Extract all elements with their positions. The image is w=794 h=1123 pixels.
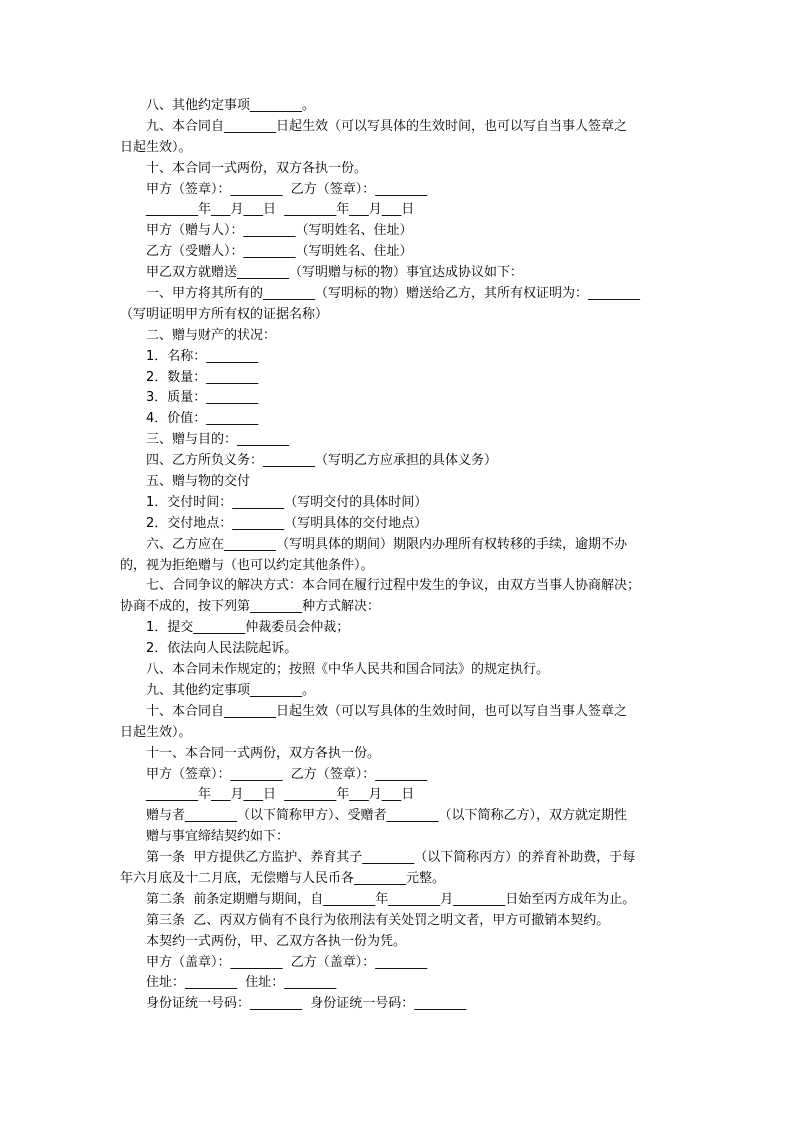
document-line: 甲方（签章）：________ 乙方（签章）：________ [146, 766, 428, 782]
document-line: 第二条 前条定期赠与期间，自________年________月________日始至丙方成年为止。 [146, 891, 636, 907]
document-line: 赠与者________（以下简称甲方）、受赠者________（以下简称乙方），双方就定期性 [146, 808, 628, 824]
document-line: ________年___月___日 ________年___月___日 [146, 202, 415, 218]
document-line: 三、赠与目的：________ [146, 432, 290, 448]
document-line: 1．名称：________ [146, 348, 259, 364]
document-line: 3．质量：________ [146, 390, 259, 406]
document-line: 2．数量：________ [146, 369, 259, 385]
document-line: 日起生效）。 [120, 139, 192, 155]
document-line: 1．提交________仲裁委员会仲裁； [146, 620, 350, 636]
document-line: 2．依法向人民法院起诉。 [146, 641, 298, 657]
document-line: 六、乙方应在________（写明具体的期间）期限内办理所有权转移的手续，逾期不办 [146, 536, 628, 552]
document-line: 十、本合同自________日起生效（可以写具体的生效时间，也可以写自当事人签章之 [146, 703, 628, 719]
document-line: 4．价值：________ [146, 411, 259, 427]
document-line: （写明证明甲方所有权的证据名称） [120, 306, 329, 322]
document-line: 本契约一式两份，甲、乙双方各执一份为凭。 [146, 933, 407, 949]
document-line: 2．交付地点：________（写明具体的交付地点） [146, 515, 428, 531]
document-line: ________年___月___日 ________年___月___日 [146, 787, 415, 803]
document-line: 九、本合同自________日起生效（可以写具体的生效时间，也可以写自当事人签章之 [146, 118, 628, 134]
document-line: 甲方（签章）：________ 乙方（签章）：________ [146, 181, 428, 197]
contract-document [120, 96, 680, 1015]
document-line: 1．交付时间：________（写明交付的具体时间） [146, 494, 428, 510]
document-line: 九、其他约定事项________。 [146, 682, 316, 698]
document-line: 四、乙方所负义务：________（写明乙方应承担的具体义务） [146, 453, 498, 469]
document-line: 年六月底及十二月底，无偿赠与人民币各________元整。 [120, 870, 446, 886]
document-line: 七、合同争议的解决方式：本合同在履行过程中发生的争议，由双方当事人协商解决； [146, 578, 641, 594]
document-line: 甲方（盖章）：________ 乙方（盖章）：________ [146, 954, 428, 970]
document-line: 的，视为拒绝赠与（也可以约定其他条件）。 [120, 557, 374, 573]
document-line: 第三条 乙、丙双方倘有不良行为依刑法有关处罚之明文者，甲方可撤销本契约。 [146, 912, 610, 928]
document-line: 第一条 甲方提供乙方监护、养育其子________（以下简称丙方）的养育补助费，于每 [146, 850, 636, 866]
document-line: 十一、本合同一式两份，双方各执一份。 [146, 745, 381, 761]
document-line: 五、赠与物的交付 [146, 474, 251, 490]
document-line: 十、本合同一式两份，双方各执一份。 [146, 160, 368, 176]
document-line: 八、本合同未作规定的；按照《中华人民共和国合同法》的规定执行。 [146, 662, 550, 678]
document-line: 甲乙双方就赠送________（写明赠与标的物）事宜达成协议如下： [146, 265, 524, 281]
document-line: 二、赠与财产的状况： [146, 327, 277, 343]
document-line: 甲方（赠与人）：________（写明姓名、住址） [146, 223, 413, 239]
document-line: 八、其他约定事项________。 [146, 98, 316, 113]
document-line: 赠与事宜缔结契约如下： [146, 829, 290, 845]
document-line: 一、甲方将其所有的________（写明标的物）赠送给乙方，其所有权证明为：________ [146, 286, 641, 302]
document-line: 身份证统一号码：________ 身份证统一号码：________ [146, 996, 467, 1012]
document-line: 协商不成的，按下列第________种方式解决： [120, 599, 381, 615]
document-line: 住址：________ 住址：________ [146, 975, 337, 991]
document-line: 乙方（受赠人）：________（写明姓名、住址） [146, 244, 413, 260]
document-line: 日起生效）。 [120, 724, 192, 740]
